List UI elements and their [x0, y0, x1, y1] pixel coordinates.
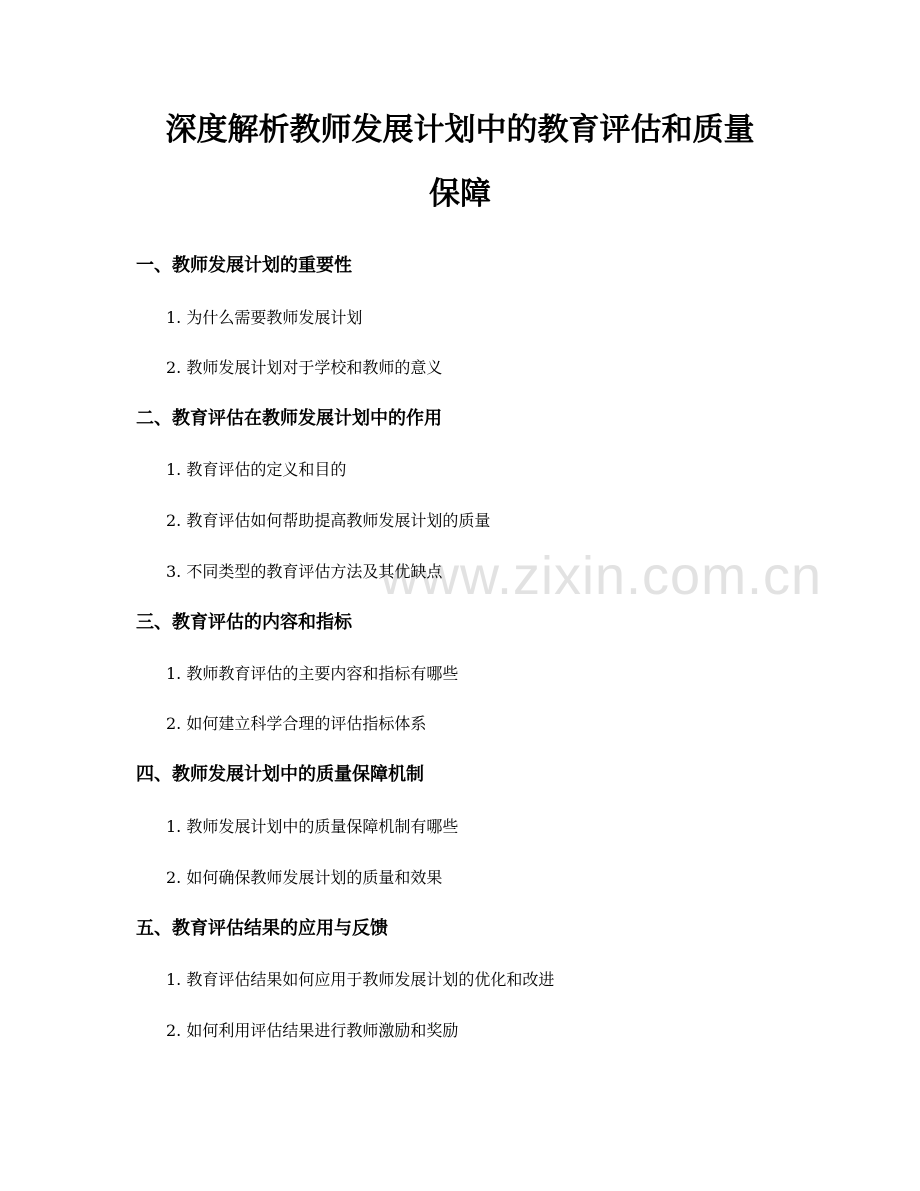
section-heading-4: 四、教师发展计划中的质量保障机制 [136, 764, 424, 785]
section-3-item-2: 2. 如何建立科学合理的评估指标体系 [166, 714, 427, 733]
section-3-item-1: 1. 教师教育评估的主要内容和指标有哪些 [166, 664, 459, 683]
section-heading-2: 二、教育评估在教师发展计划中的作用 [136, 408, 442, 429]
section-2-item-3: 3. 不同类型的教育评估方法及其优缺点 [166, 562, 443, 581]
section-1-item-2: 2. 教师发展计划对于学校和教师的意义 [166, 358, 443, 377]
watermark: www.zixin.com.cn [380, 546, 823, 606]
section-heading-1: 一、教师发展计划的重要性 [136, 255, 352, 276]
document-title-line-1: 深度解析教师发展计划中的教育评估和质量 [165, 112, 755, 148]
section-5-item-1: 1. 教育评估结果如何应用于教师发展计划的优化和改进 [166, 970, 555, 989]
section-2-item-2: 2. 教育评估如何帮助提高教师发展计划的质量 [166, 511, 491, 530]
section-1-item-1: 1. 为什么需要教师发展计划 [166, 308, 363, 327]
section-4-item-1: 1. 教师发展计划中的质量保障机制有哪些 [166, 817, 459, 836]
section-5-item-2: 2. 如何利用评估结果进行教师激励和奖励 [166, 1021, 459, 1040]
section-4-item-2: 2. 如何确保教师发展计划的质量和效果 [166, 868, 443, 887]
section-heading-5: 五、教育评估结果的应用与反馈 [136, 918, 388, 939]
section-heading-3: 三、教育评估的内容和指标 [136, 612, 352, 633]
document-title-line-2: 保障 [429, 176, 491, 212]
section-2-item-1: 1. 教育评估的定义和目的 [166, 460, 347, 479]
